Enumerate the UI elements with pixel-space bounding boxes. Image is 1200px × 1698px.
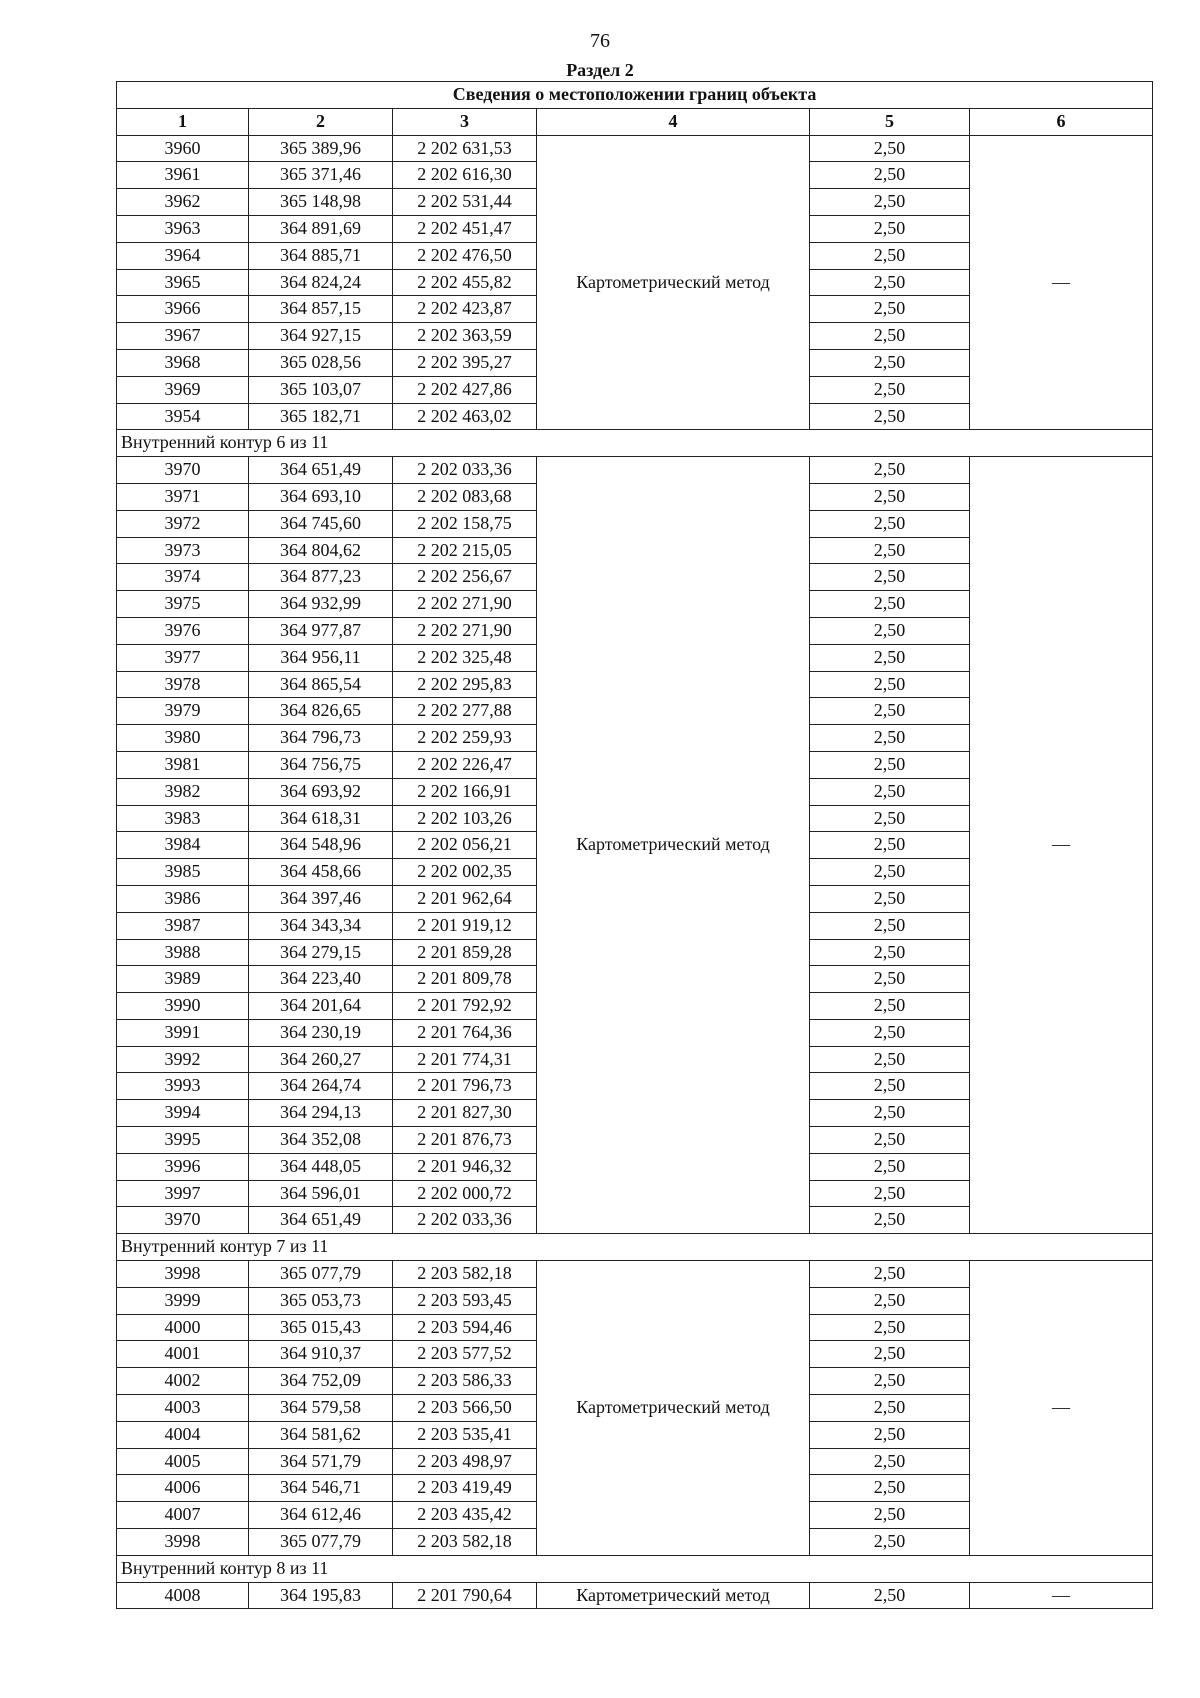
coordinate-y: 2 203 535,41 xyxy=(393,1421,537,1448)
precision-value: 2,50 xyxy=(810,832,970,859)
method-cell: Картометрический метод xyxy=(537,1582,810,1609)
point-number: 3980 xyxy=(117,725,249,752)
precision-value: 2,50 xyxy=(810,1207,970,1234)
coordinate-y: 2 202 463,02 xyxy=(393,403,537,430)
precision-value: 2,50 xyxy=(810,457,970,484)
coordinate-y: 2 202 325,48 xyxy=(393,644,537,671)
precision-value: 2,50 xyxy=(810,1502,970,1529)
header-row xyxy=(117,108,1153,135)
point-number: 3978 xyxy=(117,671,249,698)
point-number: 3997 xyxy=(117,1180,249,1207)
point-number: 3999 xyxy=(117,1287,249,1314)
point-number: 3983 xyxy=(117,805,249,832)
coordinate-y: 2 202 423,87 xyxy=(393,296,537,323)
precision-value: 2,50 xyxy=(810,1287,970,1314)
coordinate-x: 364 927,15 xyxy=(249,323,393,350)
point-number: 3954 xyxy=(117,403,249,430)
coordinate-x: 364 824,24 xyxy=(249,269,393,296)
coordinate-x: 364 891,69 xyxy=(249,215,393,242)
precision-value: 2,50 xyxy=(810,269,970,296)
precision-value: 2,50 xyxy=(810,591,970,618)
coordinate-x: 364 796,73 xyxy=(249,725,393,752)
point-number: 3972 xyxy=(117,510,249,537)
point-number: 3977 xyxy=(117,644,249,671)
point-number: 3982 xyxy=(117,778,249,805)
coordinate-y: 2 202 033,36 xyxy=(393,1207,537,1234)
precision-value: 2,50 xyxy=(810,1368,970,1395)
coordinate-x: 364 548,96 xyxy=(249,832,393,859)
contour-label-row xyxy=(117,1234,1153,1261)
point-number: 3971 xyxy=(117,483,249,510)
point-number: 4007 xyxy=(117,1502,249,1529)
coordinate-x: 364 752,09 xyxy=(249,1368,393,1395)
precision-value: 2,50 xyxy=(810,510,970,537)
coordinate-x: 364 910,37 xyxy=(249,1341,393,1368)
coordinate-y: 2 203 593,45 xyxy=(393,1287,537,1314)
point-number: 4001 xyxy=(117,1341,249,1368)
precision-value: 2,50 xyxy=(810,1341,970,1368)
table-row xyxy=(117,457,1153,484)
coordinate-x: 365 389,96 xyxy=(249,135,393,162)
contour-label: Внутренний контур 6 из 11 xyxy=(117,430,1153,457)
contour-label-row xyxy=(117,1555,1153,1582)
coordinate-x: 364 932,99 xyxy=(249,591,393,618)
table-row xyxy=(117,1261,1153,1288)
coordinate-y: 2 202 259,93 xyxy=(393,725,537,752)
point-number: 4004 xyxy=(117,1421,249,1448)
point-number: 3993 xyxy=(117,1073,249,1100)
description-cell: — xyxy=(970,1261,1153,1556)
precision-value: 2,50 xyxy=(810,1127,970,1154)
coordinate-y: 2 203 586,33 xyxy=(393,1368,537,1395)
contour-label: Внутренний контур 7 из 11 xyxy=(117,1234,1153,1261)
coordinate-y: 2 202 000,72 xyxy=(393,1180,537,1207)
contour-label-row xyxy=(117,430,1153,457)
coordinate-x: 364 264,74 xyxy=(249,1073,393,1100)
coordinate-x: 364 826,65 xyxy=(249,698,393,725)
point-number: 3988 xyxy=(117,939,249,966)
coordinate-x: 364 352,08 xyxy=(249,1127,393,1154)
point-number: 3979 xyxy=(117,698,249,725)
precision-value: 2,50 xyxy=(810,242,970,269)
precision-value: 2,50 xyxy=(810,1314,970,1341)
coordinate-x: 364 651,49 xyxy=(249,457,393,484)
coordinate-y: 2 202 083,68 xyxy=(393,483,537,510)
point-number: 3998 xyxy=(117,1529,249,1556)
point-number: 3992 xyxy=(117,1046,249,1073)
coordinate-x: 364 195,83 xyxy=(249,1582,393,1609)
precision-value: 2,50 xyxy=(810,725,970,752)
point-number: 3984 xyxy=(117,832,249,859)
method-cell: Картометрический метод xyxy=(537,135,810,430)
coordinate-x: 364 571,79 xyxy=(249,1448,393,1475)
point-number: 3976 xyxy=(117,617,249,644)
coordinate-y: 2 202 531,44 xyxy=(393,189,537,216)
point-number: 4008 xyxy=(117,1582,249,1609)
coordinate-x: 364 458,66 xyxy=(249,859,393,886)
coordinate-x: 364 977,87 xyxy=(249,617,393,644)
point-number: 3965 xyxy=(117,269,249,296)
coordinate-y: 2 203 435,42 xyxy=(393,1502,537,1529)
column-header-4: 4 xyxy=(537,108,810,135)
precision-value: 2,50 xyxy=(810,1582,970,1609)
precision-value: 2,50 xyxy=(810,537,970,564)
precision-value: 2,50 xyxy=(810,1421,970,1448)
coordinate-x: 365 028,56 xyxy=(249,349,393,376)
coordinate-x: 365 077,79 xyxy=(249,1261,393,1288)
table-row xyxy=(117,135,1153,162)
section-title: Раздел 2 xyxy=(566,60,634,80)
coordinate-y: 2 202 056,21 xyxy=(393,832,537,859)
coordinate-y: 2 201 796,73 xyxy=(393,1073,537,1100)
point-number: 4000 xyxy=(117,1314,249,1341)
method-cell: Картометрический метод xyxy=(537,457,810,1234)
coordinate-x: 364 865,54 xyxy=(249,671,393,698)
coordinate-x: 365 053,73 xyxy=(249,1287,393,1314)
precision-value: 2,50 xyxy=(810,135,970,162)
coordinate-y: 2 201 764,36 xyxy=(393,1019,537,1046)
precision-value: 2,50 xyxy=(810,1475,970,1502)
coordinate-y: 2 202 158,75 xyxy=(393,510,537,537)
description-cell: — xyxy=(970,1582,1153,1609)
coordinate-x: 365 077,79 xyxy=(249,1529,393,1556)
column-header-1: 1 xyxy=(117,108,249,135)
point-number: 3986 xyxy=(117,885,249,912)
coordinate-y: 2 202 616,30 xyxy=(393,162,537,189)
precision-value: 2,50 xyxy=(810,323,970,350)
point-number: 3970 xyxy=(117,1207,249,1234)
precision-value: 2,50 xyxy=(810,296,970,323)
precision-value: 2,50 xyxy=(810,671,970,698)
coordinate-x: 364 857,15 xyxy=(249,296,393,323)
coordinate-y: 2 202 215,05 xyxy=(393,537,537,564)
column-header-6: 6 xyxy=(970,108,1153,135)
point-number: 3970 xyxy=(117,457,249,484)
precision-value: 2,50 xyxy=(810,162,970,189)
coordinate-y: 2 202 033,36 xyxy=(393,457,537,484)
precision-value: 2,50 xyxy=(810,1046,970,1073)
coordinate-y: 2 202 395,27 xyxy=(393,349,537,376)
precision-value: 2,50 xyxy=(810,993,970,1020)
coordinate-x: 364 279,15 xyxy=(249,939,393,966)
coordinate-y: 2 201 792,92 xyxy=(393,993,537,1020)
coordinate-y: 2 202 166,91 xyxy=(393,778,537,805)
table-row xyxy=(117,1582,1153,1609)
precision-value: 2,50 xyxy=(810,1153,970,1180)
precision-value: 2,50 xyxy=(810,349,970,376)
coordinate-x: 364 343,34 xyxy=(249,912,393,939)
coordinate-y: 2 201 919,12 xyxy=(393,912,537,939)
point-number: 3964 xyxy=(117,242,249,269)
page-number: 76 xyxy=(590,30,610,52)
coordinate-y: 2 203 498,97 xyxy=(393,1448,537,1475)
coordinate-y: 2 202 103,26 xyxy=(393,805,537,832)
coordinate-y: 2 203 566,50 xyxy=(393,1395,537,1422)
coordinate-x: 365 015,43 xyxy=(249,1314,393,1341)
point-number: 4006 xyxy=(117,1475,249,1502)
point-number: 3989 xyxy=(117,966,249,993)
contour-label: Внутренний контур 8 из 11 xyxy=(117,1555,1153,1582)
coordinate-y: 2 201 946,32 xyxy=(393,1153,537,1180)
point-number: 3969 xyxy=(117,376,249,403)
coordinate-y: 2 202 271,90 xyxy=(393,591,537,618)
point-number: 3962 xyxy=(117,189,249,216)
coordinate-x: 364 956,11 xyxy=(249,644,393,671)
coordinate-y: 2 203 594,46 xyxy=(393,1314,537,1341)
point-number: 3974 xyxy=(117,564,249,591)
coordinate-x: 364 612,46 xyxy=(249,1502,393,1529)
point-number: 3973 xyxy=(117,537,249,564)
point-number: 3995 xyxy=(117,1127,249,1154)
coordinate-x: 364 885,71 xyxy=(249,242,393,269)
coordinate-x: 364 596,01 xyxy=(249,1180,393,1207)
coordinate-y: 2 202 277,88 xyxy=(393,698,537,725)
precision-value: 2,50 xyxy=(810,1073,970,1100)
coordinate-x: 364 260,27 xyxy=(249,1046,393,1073)
precision-value: 2,50 xyxy=(810,189,970,216)
precision-value: 2,50 xyxy=(810,1261,970,1288)
column-header-2: 2 xyxy=(249,108,393,135)
precision-value: 2,50 xyxy=(810,215,970,242)
precision-value: 2,50 xyxy=(810,698,970,725)
coordinate-y: 2 201 809,78 xyxy=(393,966,537,993)
point-number: 3967 xyxy=(117,323,249,350)
coordinate-y: 2 202 256,67 xyxy=(393,564,537,591)
point-number: 4003 xyxy=(117,1395,249,1422)
precision-value: 2,50 xyxy=(810,939,970,966)
coordinate-x: 364 223,40 xyxy=(249,966,393,993)
coordinate-x: 365 103,07 xyxy=(249,376,393,403)
coordinate-y: 2 203 582,18 xyxy=(393,1261,537,1288)
coordinate-x: 365 148,98 xyxy=(249,189,393,216)
coordinate-x: 364 651,49 xyxy=(249,1207,393,1234)
point-number: 3981 xyxy=(117,751,249,778)
coordinate-x: 364 756,75 xyxy=(249,751,393,778)
point-number: 3991 xyxy=(117,1019,249,1046)
coordinate-x: 364 201,64 xyxy=(249,993,393,1020)
point-number: 3985 xyxy=(117,859,249,886)
precision-value: 2,50 xyxy=(810,885,970,912)
precision-value: 2,50 xyxy=(810,564,970,591)
coordinate-x: 364 581,62 xyxy=(249,1421,393,1448)
coordinate-y: 2 202 002,35 xyxy=(393,859,537,886)
coordinate-x: 364 877,23 xyxy=(249,564,393,591)
point-number: 3994 xyxy=(117,1100,249,1127)
table-body xyxy=(117,135,1153,1609)
coordinate-y: 2 202 427,86 xyxy=(393,376,537,403)
precision-value: 2,50 xyxy=(810,1395,970,1422)
coordinate-x: 364 618,31 xyxy=(249,805,393,832)
point-number: 3990 xyxy=(117,993,249,1020)
point-number: 4002 xyxy=(117,1368,249,1395)
coordinate-y: 2 202 271,90 xyxy=(393,617,537,644)
precision-value: 2,50 xyxy=(810,966,970,993)
coordinate-x: 364 546,71 xyxy=(249,1475,393,1502)
coordinate-x: 365 182,71 xyxy=(249,403,393,430)
column-header-5: 5 xyxy=(810,108,970,135)
coordinate-y: 2 201 859,28 xyxy=(393,939,537,966)
point-number: 3987 xyxy=(117,912,249,939)
description-cell: — xyxy=(970,135,1153,430)
description-cell: — xyxy=(970,457,1153,1234)
column-header-3: 3 xyxy=(393,108,537,135)
precision-value: 2,50 xyxy=(810,751,970,778)
coordinate-x: 364 693,92 xyxy=(249,778,393,805)
coordinate-x: 364 448,05 xyxy=(249,1153,393,1180)
coordinate-x: 364 294,13 xyxy=(249,1100,393,1127)
coordinate-y: 2 203 577,52 xyxy=(393,1341,537,1368)
coordinate-y: 2 202 631,53 xyxy=(393,135,537,162)
coordinate-x: 364 804,62 xyxy=(249,537,393,564)
coordinate-y: 2 201 827,30 xyxy=(393,1100,537,1127)
caption-row xyxy=(117,82,1153,109)
point-number: 3966 xyxy=(117,296,249,323)
coordinate-x: 364 397,46 xyxy=(249,885,393,912)
method-cell: Картометрический метод xyxy=(537,1261,810,1556)
precision-value: 2,50 xyxy=(810,859,970,886)
coordinate-x: 364 230,19 xyxy=(249,1019,393,1046)
precision-value: 2,50 xyxy=(810,805,970,832)
coordinate-y: 2 202 451,47 xyxy=(393,215,537,242)
precision-value: 2,50 xyxy=(810,1180,970,1207)
coordinate-y: 2 202 476,50 xyxy=(393,242,537,269)
precision-value: 2,50 xyxy=(810,1529,970,1556)
precision-value: 2,50 xyxy=(810,644,970,671)
coordinate-y: 2 202 455,82 xyxy=(393,269,537,296)
coordinate-y: 2 201 962,64 xyxy=(393,885,537,912)
point-number: 3975 xyxy=(117,591,249,618)
precision-value: 2,50 xyxy=(810,1448,970,1475)
coordinate-y: 2 201 876,73 xyxy=(393,1127,537,1154)
coordinate-x: 364 693,10 xyxy=(249,483,393,510)
precision-value: 2,50 xyxy=(810,376,970,403)
coordinate-y: 2 202 295,83 xyxy=(393,671,537,698)
point-number: 4005 xyxy=(117,1448,249,1475)
coordinate-y: 2 203 582,18 xyxy=(393,1529,537,1556)
precision-value: 2,50 xyxy=(810,483,970,510)
point-number: 3960 xyxy=(117,135,249,162)
precision-value: 2,50 xyxy=(810,617,970,644)
precision-value: 2,50 xyxy=(810,403,970,430)
precision-value: 2,50 xyxy=(810,778,970,805)
coordinate-y: 2 203 419,49 xyxy=(393,1475,537,1502)
coordinate-y: 2 202 226,47 xyxy=(393,751,537,778)
coordinate-x: 365 371,46 xyxy=(249,162,393,189)
point-number: 3996 xyxy=(117,1153,249,1180)
boundary-coordinates-table xyxy=(116,81,1153,1609)
point-number: 3963 xyxy=(117,215,249,242)
coordinate-x: 364 579,58 xyxy=(249,1395,393,1422)
precision-value: 2,50 xyxy=(810,912,970,939)
coordinate-y: 2 201 790,64 xyxy=(393,1582,537,1609)
point-number: 3998 xyxy=(117,1261,249,1288)
precision-value: 2,50 xyxy=(810,1019,970,1046)
coordinate-x: 364 745,60 xyxy=(249,510,393,537)
coordinate-y: 2 201 774,31 xyxy=(393,1046,537,1073)
point-number: 3968 xyxy=(117,349,249,376)
precision-value: 2,50 xyxy=(810,1100,970,1127)
table-caption: Сведения о местоположении границ объекта xyxy=(117,82,1153,109)
point-number: 3961 xyxy=(117,162,249,189)
coordinate-y: 2 202 363,59 xyxy=(393,323,537,350)
table-head xyxy=(117,82,1153,136)
